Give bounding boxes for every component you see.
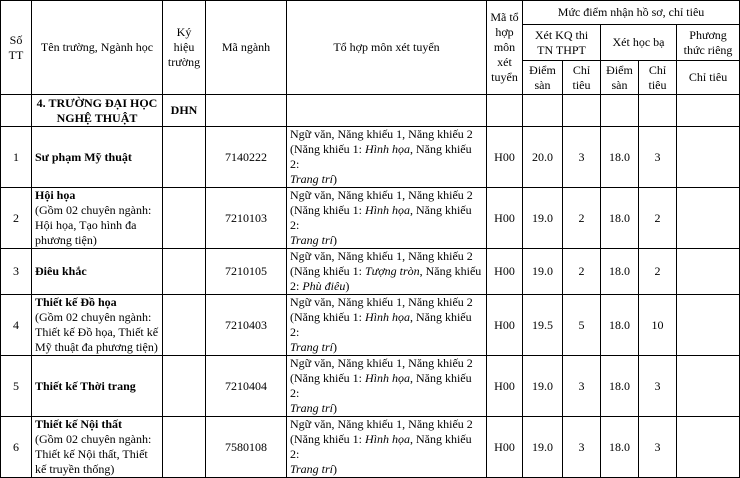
major-cell	[32, 356, 163, 417]
thpt-floor: 19.5	[523, 295, 563, 356]
table-row	[1, 249, 740, 295]
table-row	[1, 295, 740, 356]
combo-aptitude-2: Trang trí	[290, 401, 334, 415]
combo-aptitude-2: Trang trí	[290, 172, 334, 186]
combo-aptitude-2: Trang trí	[290, 233, 334, 247]
major-detail: (Gồm 02 chuyên ngành: Hội họa, Tạo hình đa phương tiện)	[35, 203, 152, 247]
combo-aptitude-1: Hình họa	[364, 371, 410, 385]
thpt-quota: 3	[563, 356, 601, 417]
rieng-quota	[677, 127, 740, 188]
row-stt: 5	[1, 356, 32, 417]
combo-aptitude-1: Hình họa	[364, 310, 410, 324]
hocba-quota: 10	[639, 295, 677, 356]
thpt-quota: 3	[563, 417, 601, 478]
major-code: 7140222	[206, 127, 287, 188]
hocba-quota: 2	[639, 188, 677, 249]
major-cell	[32, 295, 163, 356]
combo-subjects: Ngữ văn, Năng khiếu 1, Năng khiếu 2	[290, 188, 473, 202]
combo-aptitude-1: Hình họa	[364, 203, 410, 217]
major-name: Điêu khắc	[35, 264, 87, 278]
header-chitieu-hocba: Chỉ tiêu	[639, 61, 677, 95]
major-name: Hội họa	[35, 188, 76, 202]
thpt-floor: 19.0	[523, 417, 563, 478]
header-stt: Số TT	[1, 1, 32, 95]
table-row	[1, 356, 740, 417]
major-code: 7580108	[206, 417, 287, 478]
major-name: Thiết kế Đồ họa	[35, 295, 117, 309]
row-stt: 4	[1, 295, 32, 356]
header-diemsan-thpt: Điểm sàn	[523, 61, 563, 95]
combo-code: H00	[487, 127, 523, 188]
combo-cell: Ngữ văn, Năng khiếu 1, Năng khiếu 2 (Năng khiếu 1: Hình họa, Năng khiếu 2: Trang trí)	[287, 356, 487, 417]
major-code: 7210103	[206, 188, 287, 249]
header-ten: Tên trường, Ngành học	[32, 1, 163, 95]
thpt-quota: 2	[563, 188, 601, 249]
hocba-floor: 18.0	[601, 188, 639, 249]
hocba-quota: 2	[639, 249, 677, 295]
combo-cell: Ngữ văn, Năng khiếu 1, Năng khiếu 2 (Năng khiếu 1: Hình họa, Năng khiếu 2: Trang trí)	[287, 295, 487, 356]
combo-cell: Ngữ văn, Năng khiếu 1, Năng khiếu 2 (Năng khiếu 1: Hình họa, Năng khiếu 2: Trang trí)	[287, 417, 487, 478]
header-matohop: Mã tổ hợp môn xét tuyển	[487, 1, 523, 95]
row-stt: 2	[1, 188, 32, 249]
hocba-quota: 3	[639, 127, 677, 188]
school-name: 4. TRƯỜNG ĐẠI HỌC NGHỆ THUẬT	[32, 95, 163, 127]
major-cell	[32, 249, 163, 295]
major-detail: (Gồm 02 chuyên ngành: Thiết kế Đồ họa, Thiết kế Mỹ thuật đa phương tiện)	[35, 310, 159, 354]
thpt-floor: 20.0	[523, 127, 563, 188]
combo-aptitude-1: Tượng tròn	[364, 264, 420, 278]
major-cell	[32, 417, 163, 478]
rieng-quota	[677, 188, 740, 249]
row-stt: 3	[1, 249, 32, 295]
hocba-floor: 18.0	[601, 249, 639, 295]
header-mucdiem: Mức điểm nhận hồ sơ, chỉ tiêu	[523, 1, 740, 25]
combo-aptitude-1: Hình họa	[364, 432, 410, 446]
combo-subjects: Ngữ văn, Năng khiếu 1, Năng khiếu 2	[290, 295, 473, 309]
combo-subjects: Ngữ văn, Năng khiếu 1, Năng khiếu 2	[290, 127, 473, 141]
combo-code: H00	[487, 295, 523, 356]
header-thpt: Xét KQ thi TN THPT	[523, 25, 601, 61]
rieng-quota	[677, 417, 740, 478]
hocba-quota: 3	[639, 356, 677, 417]
hocba-floor: 18.0	[601, 356, 639, 417]
header-manganh: Mã ngành	[206, 1, 287, 95]
header-chitieu-thpt: Chỉ tiêu	[563, 61, 601, 95]
hocba-floor: 18.0	[601, 127, 639, 188]
combo-aptitude-2: Trang trí	[290, 462, 334, 476]
combo-subjects: Ngữ văn, Năng khiếu 1, Năng khiếu 2	[290, 249, 473, 263]
thpt-quota: 2	[563, 249, 601, 295]
combo-subjects: Ngữ văn, Năng khiếu 1, Năng khiếu 2	[290, 417, 473, 431]
combo-cell: Ngữ văn, Năng khiếu 1, Năng khiếu 2 (Năng khiếu 1: Tượng tròn, Năng khiếu 2: Phù điêu)	[287, 249, 487, 295]
major-code: 7210404	[206, 356, 287, 417]
major-name: Thiết kế Thời trang	[35, 378, 136, 393]
table-row	[1, 188, 740, 249]
rieng-quota	[677, 249, 740, 295]
thpt-quota: 3	[563, 127, 601, 188]
row-stt: 1	[1, 127, 32, 188]
header-hocba: Xét học bạ	[601, 25, 677, 61]
hocba-floor: 18.0	[601, 417, 639, 478]
combo-code: H00	[487, 249, 523, 295]
combo-aptitude-1: Hình họa	[364, 142, 410, 156]
thpt-floor: 19.0	[523, 188, 563, 249]
hocba-floor: 18.0	[601, 295, 639, 356]
rieng-quota	[677, 295, 740, 356]
combo-cell: Ngữ văn, Năng khiếu 1, Năng khiếu 2 (Năng khiếu 1: Hình họa, Năng khiếu 2: Trang trí)	[287, 188, 487, 249]
header-rieng: Phương thức riêng	[677, 25, 740, 61]
hocba-quota: 3	[639, 417, 677, 478]
header-chitieu-rieng: Chỉ tiêu	[677, 61, 740, 95]
major-cell	[32, 127, 163, 188]
major-name: Thiết kế Nội thất	[35, 417, 122, 431]
table-row	[1, 417, 740, 478]
rieng-quota	[677, 356, 740, 417]
header-tohop: Tổ hợp môn xét tuyển	[287, 1, 487, 95]
thpt-floor: 19.0	[523, 356, 563, 417]
combo-code: H00	[487, 188, 523, 249]
thpt-floor: 19.0	[523, 249, 563, 295]
header-diemsan-hocba: Điểm sàn	[601, 61, 639, 95]
major-code: 7210403	[206, 295, 287, 356]
combo-cell: Ngữ văn, Năng khiếu 1, Năng khiếu 2 (Năng khiếu 1: Hình họa, Năng khiếu 2: Trang trí)	[287, 127, 487, 188]
row-stt: 6	[1, 417, 32, 478]
major-code: 7210105	[206, 249, 287, 295]
table-row	[1, 127, 740, 188]
thpt-quota: 5	[563, 295, 601, 356]
combo-code: H00	[487, 417, 523, 478]
combo-subjects: Ngữ văn, Năng khiếu 1, Năng khiếu 2	[290, 356, 473, 370]
combo-aptitude-2: Trang trí	[290, 340, 334, 354]
major-detail: (Gồm 02 chuyên ngành: Thiết kế Nội thất, Thiết kế truyền thống)	[35, 432, 152, 476]
major-cell	[32, 188, 163, 249]
major-name: Sư phạm Mỹ thuật	[35, 149, 132, 164]
school-code: DHN	[163, 95, 206, 127]
combo-aptitude-2: Phù điêu	[302, 279, 346, 293]
header-kyhieu: Ký hiệu trường	[163, 1, 206, 95]
combo-code: H00	[487, 356, 523, 417]
